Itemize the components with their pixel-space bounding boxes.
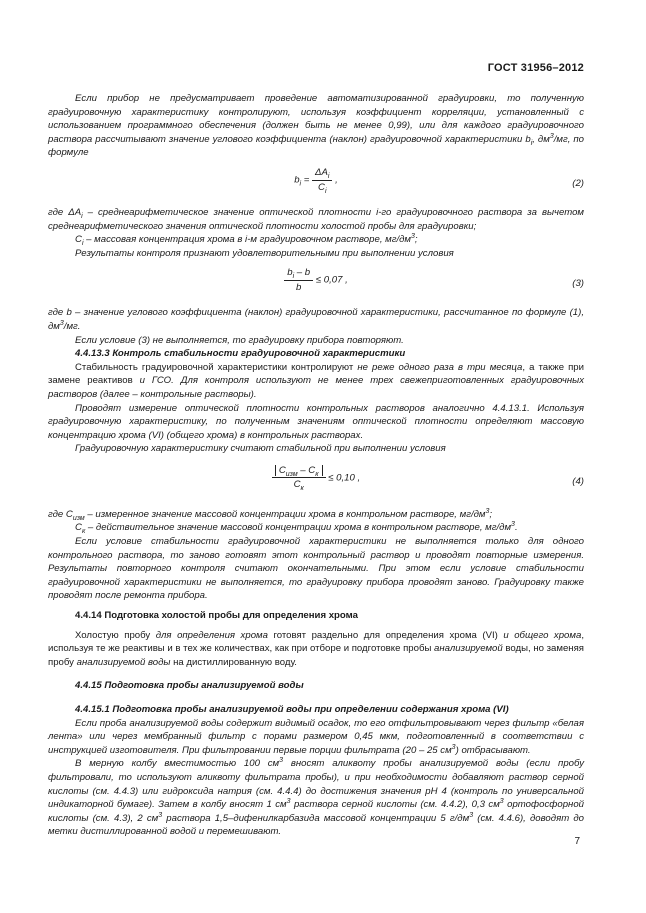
paragraph-calibration-check: Если прибор не предусматривает проведение автоматизированной градуировки, то полученную градуировочную характеристику контролируют, используя коэффициент корреляции, установленный с использованием программного обеспечения (должен быть не менее 0,99), или для каждого градуировочного раствора рассчитывают значение углового коэффициента (наклон) градуировочной характеристики $b_i$, $дм^3/мг$, по формуле [48,93,584,159]
document-body [48,92,584,839]
heading-4-4-15-1: 4.4.15.1 Подготовка пробы анализируемой воды при определении содержания хрома (VI) [75,704,509,715]
paragraph-control-results: Результаты контроля признают удовлетворительными при выполнении условия [75,247,454,259]
paragraph-blank-sample: Холостую пробу для определения хрома готовят раздельно для определения хрома (VI) и общего хрома, используя те же реактивы и в тех же количествах, как при отборе и подготовке пробы анализируемой воды, но заменяя пробу анализируемой воды на дистиллированную воду. [48,629,584,668]
heading-4-4-14: 4.4.14 Подготовка холостой пробы для определения хрома [75,610,358,622]
paragraph-repeat-calibration: Если условие (3) не выполняется, то градуировку прибора повторяют. [75,334,404,346]
formula-3-fraction: $\frac{b_i - b}{b}$ [284,266,313,294]
formula-3-number: (3) [572,278,584,290]
document-number-header: ГОСТ 31956–2012 [487,62,584,74]
paragraph-where-c-izm: где $C_{изм}$ – измеренное значение массовой концентрации хрома в контрольном растворе, $мг/дм^3$; [48,507,493,522]
formula-3: $\frac{b_i - b}{b}$ ≤ 0,07 , (3) [48,266,584,302]
formula-4: $\frac{C_{изм} - C_к}{C_к}$ ≤ 0,10 , (4) [48,464,584,504]
heading-4-4-15: 4.4.15 Подготовка пробы анализируемой воды [75,680,304,692]
formula-2: $b_i$ = $\frac{\Delta A_i}{C_i}$ , (2) [294,166,584,195]
formula-2-number: (2) [572,177,584,189]
formula-2-fraction: $\frac{\Delta A_i}{C_i}$ [312,166,332,194]
paragraph-stability-condition: Градуировочную характеристику считают стабильной при выполнении условия [75,443,446,455]
paragraph-where-ci: $C_i$ – массовая концентрация хрома в i-м градуировочном растворе, $мг/дм^3$; [75,232,418,248]
paragraph-volumetric-flask: В мерную колбу вместимостью 100 $см^3$ вносят аликвоту пробы анализируемой воды (если пробу фильтровали, то используют аликвоту фильтрата пробы), и при необходимости добавляют раствор серной кислоты (см. 4.4.3) или гидроксида натрия (см. 4.4.4) до достижения значения рН 4 (контроль по универсальной индикаторной бумаге). Затем в колбу вносят 1 $см^3$ раствора серной кислоты (см. 4.4.2), 0,3 $см^3$ ортофосфорной кислоты (см. 4.3), 2 $см^3$ раствора 1,5–дифенилкарбазида массовой концентрации 5 $г/дм^3$ (см. 4.4.6), доводят до метки дистиллированной водой и перемешивают. [48,757,584,838]
formula-4-number: (4) [572,475,584,487]
paragraph-where-c-k: $C_к$ – действительное значение массовой концентрации хрома в контрольном растворе, $мг/дм^3$. [75,521,518,536]
paragraph-filtering: Если проба анализируемой воды содержит видимый осадок, то его отфильтровывают через фильтр «белая лента» или через мембранный фильтр с порами размером 0,45 мкм, подготовленный в соответствии с инструкцией изготовителя. При фильтровании первые порции фильтрата (20 – 25 $см^3$) отбрасывают. [48,717,584,756]
formula-4-fraction: $\frac{C_{изм} - C_к}{C_к}$ [272,464,326,492]
paragraph-stability-fail: Если условие стабильности градуировочной характеристики не выполняется только для одного контрольного раствора, то заново готовят этот контрольный раствор и проводят повторные измерения. Результаты повторного контроля считают окончательными. При этом если условие стабильности градуировочной характеристики не выполняется, то градуировку прибора проводят заново. Градуировку также проводят после ремонта прибора. [48,536,584,602]
heading-4-4-13-3: 4.4.13.3 Контроль стабильности градуировочной характеристики [75,348,406,360]
paragraph-measure-control-solutions: Проводят измерение оптической плотности контрольных растворов аналогично 4.4.13.1. Используя градуировочную характеристику, по полученным значениям оптической плотности определяют массовую концентрацию хрома (VI) (общего хрома) в контрольных растворах. [48,402,584,441]
page-number: 7 [574,836,580,847]
paragraph-stability-control: Стабильность градуировочной характеристики контролируют не реже одного раза в три месяца, а также при замене реактивов и ГСО. Для контроля используют не менее трех свежеприготовленных градуировочных растворов (далее – контрольные растворы). [48,361,584,400]
paragraph-where-b: где b – значение углового коэффициента (наклон) градуировочной характеристики, рассчитанное по формуле (1), $дм^3/мг$. [48,307,584,332]
paragraph-where-delta-a: где $\Delta A_i$ – среднеарифметическое значение оптической плотности i-го градуировочного раствора за вычетом среднеарифметического значения оптической плотности холостой пробы для градуировки; [48,206,585,232]
